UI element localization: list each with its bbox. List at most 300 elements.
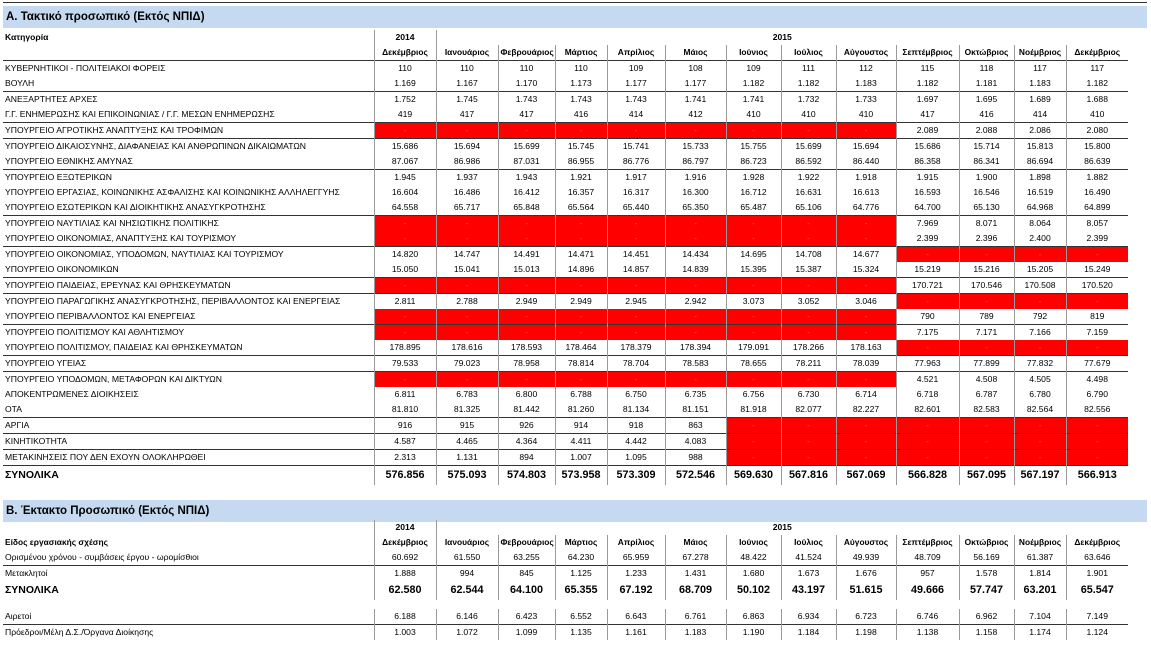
value-cell[interactable]: - [896, 434, 959, 450]
value-cell[interactable]: 915 [436, 418, 498, 434]
row-label[interactable]: ΣΥΝΟΛΙΚΑ [5, 584, 59, 596]
value-cell[interactable]: 4.465 [436, 434, 498, 450]
row-label[interactable]: ΥΠΟΥΡΓΕΙΟ ΕΞΩΤΕΡΙΚΩΝ [3, 170, 374, 186]
value-cell[interactable]: 86.592 [781, 154, 836, 170]
value-cell[interactable]: 65.717 [436, 200, 498, 216]
row-label[interactable]: ΥΠΟΥΡΓΕΙΟ ΟΙΚΟΝΟΜΙΑΣ, ΑΝΑΠΤΥΞΗΣ ΚΑΙ ΤΟΥΡΙΣΜΟΥ [5, 233, 237, 243]
row-label[interactable]: ΜΕΤΑΚΙΝΗΣΕΙΣ ΠΟΥ ΔΕΝ ΕΧΟΥΝ ΟΛΟΚΛΗΡΩΘΕΙ [3, 450, 374, 466]
value-cell[interactable]: 15.714 [959, 139, 1014, 155]
value-cell[interactable]: 1.743 [607, 92, 665, 108]
value-cell[interactable]: - [665, 278, 726, 294]
value-cell[interactable]: 15.387 [781, 262, 836, 278]
value-cell[interactable]: 1.182 [896, 76, 959, 92]
value-cell[interactable]: 16.486 [436, 185, 498, 200]
value-cell[interactable]: 65.959 [607, 550, 665, 566]
value-cell[interactable]: 914 [555, 418, 607, 434]
value-cell[interactable]: - [836, 450, 896, 466]
value-cell[interactable]: - [498, 231, 555, 247]
value-cell[interactable]: 15.219 [896, 262, 959, 278]
value-cell[interactable]: - [726, 325, 781, 341]
value-cell[interactable]: - [555, 309, 607, 325]
value-cell[interactable]: 65.355 [555, 581, 607, 600]
value-cell[interactable]: 178.163 [836, 340, 896, 356]
value-cell[interactable]: - [665, 372, 726, 388]
value-cell[interactable]: 4.442 [607, 434, 665, 450]
value-cell[interactable]: - [555, 278, 607, 294]
value-cell[interactable]: 410 [726, 107, 781, 123]
value-cell[interactable]: 1.182 [1066, 76, 1128, 92]
value-cell[interactable]: 1.928 [726, 170, 781, 186]
value-cell[interactable]: - [436, 325, 498, 341]
month-header[interactable]: Ιούλιος [781, 535, 836, 550]
month-header[interactable]: Φεβρουάριος [498, 45, 555, 61]
value-cell[interactable]: 1.695 [959, 92, 1014, 108]
value-cell[interactable]: - [374, 309, 436, 325]
value-cell[interactable]: 81.918 [726, 402, 781, 418]
value-cell[interactable]: 15.050 [374, 262, 436, 278]
month-header[interactable]: Απρίλιος [607, 45, 665, 61]
value-cell[interactable]: 1.882 [1066, 170, 1128, 186]
value-cell[interactable]: 170.546 [959, 278, 1014, 294]
value-cell[interactable]: 1.158 [959, 625, 1014, 641]
value-cell[interactable]: - [665, 231, 726, 247]
value-cell[interactable]: - [436, 372, 498, 388]
value-cell[interactable]: 178.464 [555, 340, 607, 356]
month-header[interactable]: Οκτώβριος [959, 535, 1014, 550]
value-cell[interactable]: 1.182 [781, 76, 836, 92]
value-cell[interactable]: - [896, 247, 959, 263]
month-header[interactable]: Ιούνιος [726, 535, 781, 550]
value-cell[interactable]: 14.820 [374, 247, 436, 263]
value-cell[interactable]: 1.743 [555, 92, 607, 108]
value-cell[interactable]: 49.939 [836, 550, 896, 566]
value-cell[interactable]: 14.708 [781, 247, 836, 263]
value-cell[interactable]: 61.387 [1014, 550, 1066, 566]
value-cell[interactable]: 16.604 [374, 185, 436, 200]
value-cell[interactable]: - [781, 372, 836, 388]
value-cell[interactable]: 15.733 [665, 139, 726, 155]
value-cell[interactable]: 6.146 [436, 609, 498, 625]
value-cell[interactable]: 572.546 [665, 466, 726, 486]
value-cell[interactable]: 6.423 [498, 609, 555, 625]
value-cell[interactable]: 64.230 [555, 550, 607, 566]
category-header[interactable]: Κατηγορία [5, 32, 49, 42]
value-cell[interactable]: 65.130 [959, 200, 1014, 216]
month-header[interactable]: Αύγουστος [836, 535, 896, 550]
value-cell[interactable]: - [781, 418, 836, 434]
value-cell[interactable]: 2.945 [607, 294, 665, 310]
value-cell[interactable]: 64.776 [836, 200, 896, 216]
value-cell[interactable]: 16.357 [555, 185, 607, 200]
value-cell[interactable]: - [726, 450, 781, 466]
value-cell[interactable]: 65.440 [607, 200, 665, 216]
value-cell[interactable]: - [959, 418, 1014, 434]
value-cell[interactable]: 15.800 [1066, 139, 1128, 155]
value-cell[interactable]: 86.639 [1066, 154, 1128, 170]
value-cell[interactable]: 1.095 [607, 450, 665, 466]
value-cell[interactable]: 7.149 [1066, 609, 1128, 625]
value-cell[interactable]: 2.811 [374, 294, 436, 310]
value-cell[interactable]: 110 [436, 61, 498, 77]
value-cell[interactable]: 110 [374, 61, 436, 77]
kind-header[interactable]: Είδος εργασιακής σχέσης [5, 537, 108, 547]
month-header[interactable]: Σεπτέμβριος [896, 535, 959, 550]
value-cell[interactable]: 1.161 [607, 625, 665, 641]
value-cell[interactable]: 1.182 [726, 76, 781, 92]
value-cell[interactable]: 2.942 [665, 294, 726, 310]
value-cell[interactable]: - [726, 309, 781, 325]
value-cell[interactable]: 957 [896, 566, 959, 582]
value-cell[interactable]: 16.593 [896, 185, 959, 200]
row-label[interactable]: ΟΤΑ [5, 404, 23, 414]
value-cell[interactable]: 1.752 [374, 92, 436, 108]
value-cell[interactable]: 14.471 [555, 247, 607, 263]
value-cell[interactable]: 48.709 [896, 550, 959, 566]
value-cell[interactable]: 573.309 [607, 466, 665, 486]
value-cell[interactable]: 57.747 [959, 581, 1014, 600]
value-cell[interactable]: 15.041 [436, 262, 498, 278]
value-cell[interactable]: 2.400 [1014, 231, 1066, 247]
value-cell[interactable]: 1.733 [836, 92, 896, 108]
value-cell[interactable]: - [1066, 418, 1128, 434]
value-cell[interactable]: 56.169 [959, 550, 1014, 566]
month-header[interactable]: Δεκέμβριος [1066, 535, 1128, 550]
value-cell[interactable]: 86.776 [607, 154, 665, 170]
value-cell[interactable]: 1.898 [1014, 170, 1066, 186]
value-cell[interactable]: 1.741 [726, 92, 781, 108]
value-cell[interactable]: 15.395 [726, 262, 781, 278]
value-cell[interactable]: 4.508 [959, 372, 1014, 388]
value-cell[interactable]: - [1014, 434, 1066, 450]
value-cell[interactable]: 43.197 [781, 581, 836, 600]
value-cell[interactable]: - [607, 123, 665, 139]
value-cell[interactable]: 7.166 [1014, 325, 1066, 341]
value-cell[interactable]: 15.249 [1066, 262, 1128, 278]
month-header[interactable]: Μάρτιος [555, 45, 607, 61]
row-label[interactable]: Πρόεδροι/Μέλη Δ.Σ./Όργανα Διοίκησης [3, 625, 374, 641]
value-cell[interactable]: 51.615 [836, 581, 896, 600]
value-cell[interactable]: 179.091 [726, 340, 781, 356]
value-cell[interactable]: 63.201 [1014, 581, 1066, 600]
value-cell[interactable]: 1.676 [836, 566, 896, 582]
value-cell[interactable]: - [498, 309, 555, 325]
row-label[interactable]: ΥΠΟΥΡΓΕΙΟ ΝΑΥΤΙΛΙΑΣ ΚΑΙ ΝΗΣΙΩΤΙΚΗΣ ΠΟΛΙΤΙΚΗΣ [3, 216, 374, 232]
month-header[interactable]: Αύγουστος [836, 45, 896, 61]
value-cell[interactable]: 412 [665, 107, 726, 123]
month-header[interactable]: Μάιος [665, 535, 726, 550]
row-label[interactable]: Γ.Γ. ΕΝΗΜΕΡΩΣΗΣ ΚΑΙ ΕΠΙΚΟΙΝΩΝΙΑΣ / Γ.Γ. ΜΕΣΩΝ ΕΝΗΜΕΡΩΣΗΣ [5, 109, 275, 119]
value-cell[interactable]: 62.544 [436, 581, 498, 600]
value-cell[interactable]: 1.174 [1014, 625, 1066, 641]
value-cell[interactable]: 15.741 [607, 139, 665, 155]
value-cell[interactable]: 118 [959, 61, 1014, 77]
year-2014-label[interactable]: 2014 [374, 520, 436, 535]
value-cell[interactable]: - [959, 434, 1014, 450]
value-cell[interactable]: - [781, 123, 836, 139]
value-cell[interactable]: - [436, 309, 498, 325]
value-cell[interactable]: 1.431 [665, 566, 726, 582]
value-cell[interactable]: 918 [607, 418, 665, 434]
row-label[interactable]: ΥΠΟΥΡΓΕΙΟ ΕΘΝΙΚΗΣ ΑΜΥΝΑΣ [5, 156, 133, 166]
value-cell[interactable]: 567.095 [959, 466, 1014, 486]
value-cell[interactable]: 2.313 [374, 450, 436, 466]
value-cell[interactable]: 8.057 [1066, 216, 1128, 232]
value-cell[interactable]: 567.069 [836, 466, 896, 486]
value-cell[interactable]: 15.686 [896, 139, 959, 155]
value-cell[interactable]: - [781, 450, 836, 466]
value-cell[interactable]: 1.901 [1066, 566, 1128, 582]
value-cell[interactable]: - [498, 216, 555, 232]
value-cell[interactable]: 110 [498, 61, 555, 77]
value-cell[interactable]: 79.023 [436, 356, 498, 372]
month-header[interactable]: Ιούλιος [781, 45, 836, 61]
value-cell[interactable]: 15.216 [959, 262, 1014, 278]
value-cell[interactable]: 1.138 [896, 625, 959, 641]
value-cell[interactable]: - [374, 123, 436, 139]
row-label[interactable]: ΥΠΟΥΡΓΕΙΟ ΠΟΛΙΤΙΣΜΟΥ, ΠΑΙΔΕΙΑΣ ΚΑΙ ΘΡΗΣΚΕΥΜΑΤΩΝ [5, 342, 243, 352]
value-cell[interactable]: 575.093 [436, 466, 498, 486]
value-cell[interactable]: 6.750 [607, 387, 665, 402]
value-cell[interactable]: 16.300 [665, 185, 726, 200]
value-cell[interactable]: 110 [555, 61, 607, 77]
value-cell[interactable]: - [781, 434, 836, 450]
value-cell[interactable]: 1.814 [1014, 566, 1066, 582]
value-cell[interactable]: 419 [374, 107, 436, 123]
value-cell[interactable]: 14.695 [726, 247, 781, 263]
value-cell[interactable]: - [836, 434, 896, 450]
value-cell[interactable]: 77.899 [959, 356, 1014, 372]
value-cell[interactable]: 574.803 [498, 466, 555, 486]
value-cell[interactable]: - [555, 231, 607, 247]
value-cell[interactable]: - [726, 372, 781, 388]
value-cell[interactable]: 16.519 [1014, 185, 1066, 200]
value-cell[interactable]: 1.125 [555, 566, 607, 582]
value-cell[interactable]: 1.177 [607, 76, 665, 92]
month-header[interactable]: Δεκέμβριος [374, 45, 436, 61]
value-cell[interactable]: 3.052 [781, 294, 836, 310]
value-cell[interactable]: - [959, 247, 1014, 263]
value-cell[interactable]: - [836, 309, 896, 325]
value-cell[interactable]: - [436, 216, 498, 232]
row-label[interactable]: ΒΟΥΛΗ [5, 78, 35, 88]
blank-cell[interactable] [3, 520, 374, 535]
value-cell[interactable]: 1.170 [498, 76, 555, 92]
value-cell[interactable]: 6.746 [896, 609, 959, 625]
value-cell[interactable]: 6.552 [555, 609, 607, 625]
value-cell[interactable]: 15.745 [555, 139, 607, 155]
value-cell[interactable]: - [374, 278, 436, 294]
value-cell[interactable]: 790 [896, 309, 959, 325]
value-cell[interactable]: 14.434 [665, 247, 726, 263]
value-cell[interactable]: - [896, 450, 959, 466]
row-label[interactable]: ΥΠΟΥΡΓΕΙΟ ΠΑΡΑΓΩΓΙΚΗΣ ΑΝΑΣΥΓΚΡΟΤΗΣΗΣ, ΠΕΡΙΒΑΛΛΟΝΤΟΣ ΚΑΙ ΕΝΕΡΓΕΙΑΣ [3, 294, 374, 310]
row-label[interactable]: ΑΡΓΙΑ [3, 418, 374, 434]
blank-cell[interactable] [3, 45, 374, 61]
value-cell[interactable]: 82.564 [1014, 402, 1066, 418]
value-cell[interactable]: 1.937 [436, 170, 498, 186]
value-cell[interactable]: 8.071 [959, 216, 1014, 232]
value-cell[interactable]: 1.900 [959, 170, 1014, 186]
value-cell[interactable]: 86.723 [726, 154, 781, 170]
value-cell[interactable]: - [665, 325, 726, 341]
value-cell[interactable]: - [607, 309, 665, 325]
value-cell[interactable]: 77.832 [1014, 356, 1066, 372]
value-cell[interactable]: 86.986 [436, 154, 498, 170]
value-cell[interactable]: 1.072 [436, 625, 498, 641]
month-header[interactable]: Μάρτιος [555, 535, 607, 550]
row-label[interactable]: ΑΠΟΚΕΝΤΡΩΜΕΝΕΣ ΔΙΟΙΚΗΣΕΙΣ [5, 389, 139, 399]
value-cell[interactable]: 2.949 [555, 294, 607, 310]
value-cell[interactable]: 789 [959, 309, 1014, 325]
value-cell[interactable]: 82.601 [896, 402, 959, 418]
value-cell[interactable]: 1.922 [781, 170, 836, 186]
value-cell[interactable]: - [781, 231, 836, 247]
value-cell[interactable]: - [836, 278, 896, 294]
value-cell[interactable]: 566.913 [1066, 466, 1128, 486]
value-cell[interactable]: - [896, 294, 959, 310]
value-cell[interactable]: 178.379 [607, 340, 665, 356]
value-cell[interactable]: 6.643 [607, 609, 665, 625]
value-cell[interactable]: - [1066, 434, 1128, 450]
value-cell[interactable]: 61.550 [436, 550, 498, 566]
value-cell[interactable]: 16.490 [1066, 185, 1128, 200]
value-cell[interactable]: 1.003 [374, 625, 436, 641]
value-cell[interactable]: 111 [781, 61, 836, 77]
value-cell[interactable]: 16.631 [781, 185, 836, 200]
value-cell[interactable]: - [836, 418, 896, 434]
value-cell[interactable]: 64.100 [498, 581, 555, 600]
value-cell[interactable]: - [665, 216, 726, 232]
value-cell[interactable]: 6.934 [781, 609, 836, 625]
value-cell[interactable]: 3.046 [836, 294, 896, 310]
value-cell[interactable]: 14.857 [607, 262, 665, 278]
row-label[interactable]: ΥΠΟΥΡΓΕΙΟ ΠΑΙΔΕΙΑΣ, ΕΡΕΥΝΑΣ ΚΑΙ ΘΡΗΣΚΕΥΜΑΤΩΝ [3, 278, 374, 294]
value-cell[interactable]: 1.135 [555, 625, 607, 641]
value-cell[interactable]: 1.578 [959, 566, 1014, 582]
value-cell[interactable]: 6.800 [498, 387, 555, 402]
value-cell[interactable]: 1.673 [781, 566, 836, 582]
value-cell[interactable]: 6.811 [374, 387, 436, 402]
value-cell[interactable]: - [498, 372, 555, 388]
value-cell[interactable]: 78.583 [665, 356, 726, 372]
row-label[interactable]: ΥΠΟΥΡΓΕΙΟ ΟΙΚΟΝΟΜΙΚΩΝ [5, 264, 119, 274]
value-cell[interactable]: 63.255 [498, 550, 555, 566]
value-cell[interactable]: 49.666 [896, 581, 959, 600]
value-cell[interactable]: 2.089 [896, 123, 959, 139]
value-cell[interactable]: 410 [836, 107, 896, 123]
value-cell[interactable]: 1.917 [607, 170, 665, 186]
value-cell[interactable]: 14.491 [498, 247, 555, 263]
value-cell[interactable]: 81.151 [665, 402, 726, 418]
value-cell[interactable]: - [607, 278, 665, 294]
value-cell[interactable]: 63.646 [1066, 550, 1128, 566]
value-cell[interactable]: 1.918 [836, 170, 896, 186]
value-cell[interactable]: 416 [959, 107, 1014, 123]
value-cell[interactable]: - [1014, 247, 1066, 263]
month-header[interactable]: Νοέμβριος [1014, 535, 1066, 550]
value-cell[interactable]: - [498, 325, 555, 341]
value-cell[interactable]: 16.712 [726, 185, 781, 200]
value-cell[interactable]: 2.788 [436, 294, 498, 310]
value-cell[interactable]: - [1066, 294, 1128, 310]
value-cell[interactable]: 178.394 [665, 340, 726, 356]
value-cell[interactable]: 65.350 [665, 200, 726, 216]
value-cell[interactable]: 6.735 [665, 387, 726, 402]
value-cell[interactable]: 64.558 [374, 200, 436, 216]
value-cell[interactable]: - [726, 123, 781, 139]
value-cell[interactable]: 6.756 [726, 387, 781, 402]
value-cell[interactable]: 87.031 [498, 154, 555, 170]
value-cell[interactable]: 1.689 [1014, 92, 1066, 108]
value-cell[interactable]: 14.451 [607, 247, 665, 263]
value-cell[interactable]: - [959, 294, 1014, 310]
value-cell[interactable]: - [781, 216, 836, 232]
value-cell[interactable]: 7.104 [1014, 609, 1066, 625]
value-cell[interactable]: 2.949 [498, 294, 555, 310]
value-cell[interactable]: 4.498 [1066, 372, 1128, 388]
value-cell[interactable]: 67.278 [665, 550, 726, 566]
value-cell[interactable]: 7.175 [896, 325, 959, 341]
value-cell[interactable]: 109 [607, 61, 665, 77]
value-cell[interactable]: 178.266 [781, 340, 836, 356]
value-cell[interactable]: 2.080 [1066, 123, 1128, 139]
value-cell[interactable]: - [1014, 418, 1066, 434]
value-cell[interactable]: 86.694 [1014, 154, 1066, 170]
value-cell[interactable]: 1.745 [436, 92, 498, 108]
value-cell[interactable]: 6.730 [781, 387, 836, 402]
value-cell[interactable]: 79.533 [374, 356, 436, 372]
value-cell[interactable]: 7.171 [959, 325, 1014, 341]
value-cell[interactable]: 60.692 [374, 550, 436, 566]
value-cell[interactable]: 65.564 [555, 200, 607, 216]
value-cell[interactable]: 1.184 [781, 625, 836, 641]
value-cell[interactable]: 2.399 [1066, 231, 1128, 247]
value-cell[interactable]: - [959, 340, 1014, 356]
value-cell[interactable]: - [726, 418, 781, 434]
value-cell[interactable]: 819 [1066, 309, 1128, 325]
value-cell[interactable]: 77.963 [896, 356, 959, 372]
section-a-title[interactable]: Α. Τακτικό προσωπικό (Εκτός ΝΠΙΔ) [3, 6, 1147, 28]
value-cell[interactable]: 86.440 [836, 154, 896, 170]
value-cell[interactable]: - [555, 123, 607, 139]
value-cell[interactable]: 78.958 [498, 356, 555, 372]
value-cell[interactable]: - [781, 278, 836, 294]
value-cell[interactable]: - [498, 123, 555, 139]
value-cell[interactable]: 1.183 [836, 76, 896, 92]
value-cell[interactable]: 117 [1014, 61, 1066, 77]
value-cell[interactable]: 8.064 [1014, 216, 1066, 232]
value-cell[interactable]: 7.159 [1066, 325, 1128, 341]
value-cell[interactable]: - [665, 123, 726, 139]
value-cell[interactable]: 1.688 [1066, 92, 1128, 108]
value-cell[interactable]: 16.546 [959, 185, 1014, 200]
value-cell[interactable]: 6.788 [555, 387, 607, 402]
row-label[interactable]: ΚΙΝΗΤΙΚΟΤΗΤΑ [3, 434, 374, 450]
value-cell[interactable]: 4.521 [896, 372, 959, 388]
value-cell[interactable]: 1.124 [1066, 625, 1128, 641]
value-cell[interactable]: 1.921 [555, 170, 607, 186]
value-cell[interactable]: 2.396 [959, 231, 1014, 247]
value-cell[interactable]: - [607, 231, 665, 247]
value-cell[interactable]: - [665, 309, 726, 325]
value-cell[interactable]: 81.260 [555, 402, 607, 418]
value-cell[interactable]: 792 [1014, 309, 1066, 325]
month-header[interactable]: Μάιος [665, 45, 726, 61]
value-cell[interactable]: - [1014, 340, 1066, 356]
value-cell[interactable]: 1.131 [436, 450, 498, 466]
value-cell[interactable]: 6.780 [1014, 387, 1066, 402]
value-cell[interactable]: 1.177 [665, 76, 726, 92]
